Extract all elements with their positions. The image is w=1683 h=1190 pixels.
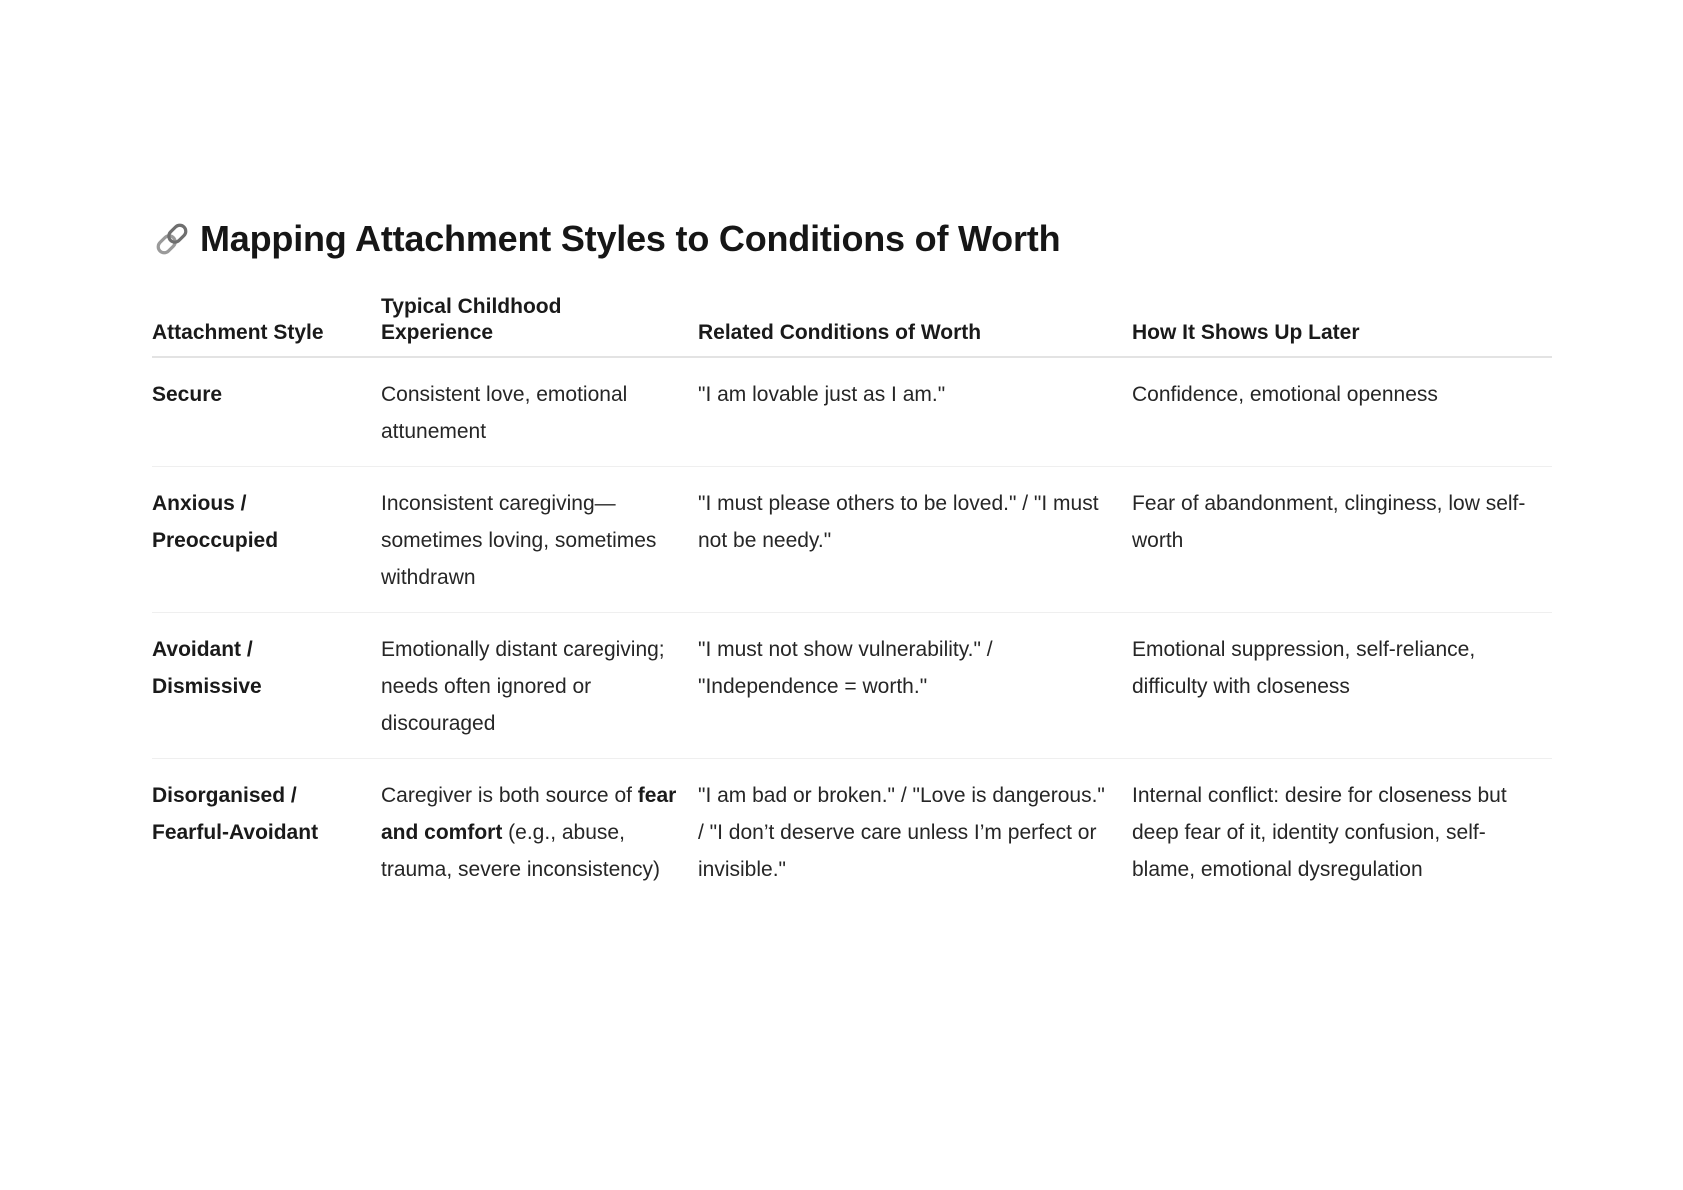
childhood-experience-cell: Consistent love, emotional attunement bbox=[381, 357, 698, 467]
childhood-experience-cell bbox=[381, 759, 698, 905]
conditions-of-worth-cell: "I must please others to be loved." / "I must not be needy." bbox=[698, 467, 1132, 613]
table-row bbox=[152, 357, 1552, 467]
document bbox=[152, 214, 1552, 904]
childhood-experience-cell: Inconsistent caregiving—sometimes loving, sometimes withdrawn bbox=[381, 467, 698, 613]
experience-emphasis: fear and comfort bbox=[381, 784, 677, 844]
shows-up-later-cell: Fear of abandonment, clinginess, low self-worth bbox=[1132, 467, 1552, 613]
table-row bbox=[152, 467, 1552, 613]
column-header-childhood-experience: Typical Childhood Experience bbox=[381, 294, 698, 357]
column-header-conditions-of-worth: Related Conditions of Worth bbox=[698, 294, 1132, 357]
attachment-table bbox=[152, 294, 1552, 904]
conditions-of-worth-cell: "I am lovable just as I am." bbox=[698, 357, 1132, 467]
shows-up-later-cell: Internal conflict: desire for closeness but deep fear of it, identity confusion, self-blame, emotional dysregulation bbox=[1132, 784, 1507, 881]
table-row bbox=[152, 613, 1552, 759]
column-header-attachment-style: Attachment Style bbox=[152, 294, 381, 357]
conditions-of-worth-cell: "I must not show vulnerability." / "Independence = worth." bbox=[698, 613, 1132, 759]
attachment-style-cell: Secure bbox=[152, 357, 381, 467]
table-row bbox=[152, 759, 1552, 905]
childhood-experience-cell: Emotionally distant caregiving; needs often ignored or discouraged bbox=[381, 613, 698, 759]
attachment-style-cell: Avoidant / Dismissive bbox=[152, 613, 381, 759]
conditions-of-worth-cell: "I am bad or broken." / "Love is dangerous." / "I don’t deserve care unless I’m perfect or invisible." bbox=[698, 784, 1105, 881]
column-header-shows-up-later: How It Shows Up Later bbox=[1132, 294, 1552, 357]
experience-text: (e.g., abuse, trauma, severe inconsistency) bbox=[381, 821, 660, 881]
table-header-row bbox=[152, 294, 1552, 357]
title-row bbox=[152, 214, 1552, 264]
attachment-style-cell: Disorganised / Fearful-Avoidant bbox=[152, 784, 319, 844]
experience-text: Caregiver is both source of bbox=[381, 784, 638, 807]
attachment-style-cell: Anxious / Preoccupied bbox=[152, 467, 381, 613]
shows-up-later-cell: Emotional suppression, self-reliance, difficulty with closeness bbox=[1132, 613, 1552, 759]
link-icon bbox=[152, 219, 192, 259]
page-title: Mapping Attachment Styles to Conditions of Worth bbox=[200, 218, 1061, 259]
shows-up-later-cell: Confidence, emotional openness bbox=[1132, 357, 1552, 467]
